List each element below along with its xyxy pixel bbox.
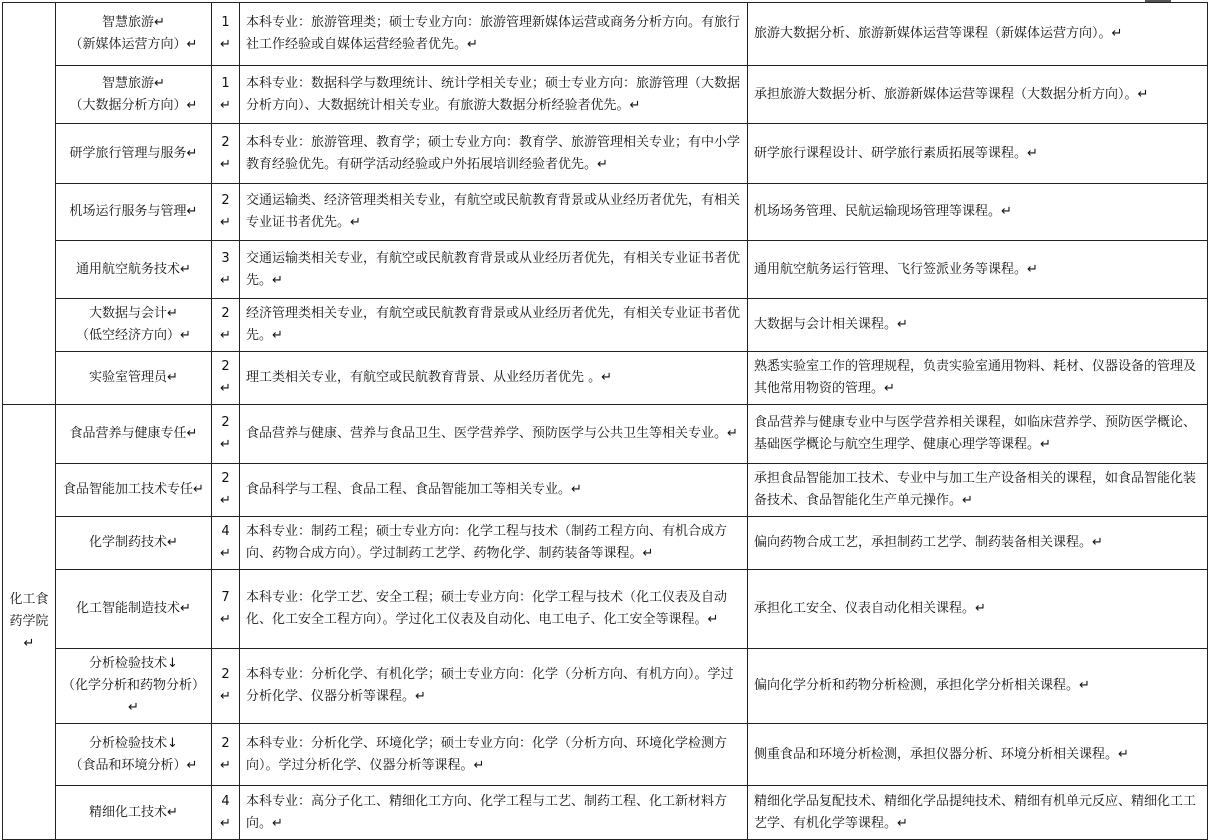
requirement-cell: 食品科学与工程、食品工程、食品智能加工等相关专业。↵ — [240, 464, 748, 517]
course-cell: 精细化学品复配技术、精细化学品提纯技术、精细有机单元反应、精细化工工艺学、有机化学等课程。↵ — [748, 786, 1208, 840]
table-body — [3, 3, 1208, 840]
count-cell: 2↵ — [212, 649, 240, 724]
count-cell: 2↵ — [212, 124, 240, 184]
course-cell: 偏向化学分析和药物分析检测，承担化学分析相关课程。↵ — [748, 649, 1208, 724]
position-cell: 化学制药技术↵ — [56, 517, 212, 570]
requirement-cell: 理工类相关专业，有航空或民航教育背景、从业经历者优先 。↵ — [240, 352, 748, 405]
count-cell: 2↵ — [212, 299, 240, 352]
position-cell: 分析检验技术↓ （食品和环境分析）↵ — [56, 724, 212, 786]
table-row — [3, 405, 1208, 464]
table-row — [3, 184, 1208, 241]
count-cell: 2↵ — [212, 405, 240, 464]
position-cell: 实验室管理员↵ — [56, 352, 212, 405]
position-cell: 分析检验技术↓ （化学分析和药物分析）↵ — [56, 649, 212, 724]
requirement-cell: 本科专业：分析化学、环境化学；硕士专业方向：化学（分析方向、环境化学检测方向）。学过分析化学、仪器分析等课程。↵ — [240, 724, 748, 786]
requirement-cell: 经济管理类相关专业，有航空或民航教育背景或从业经历者优先，有相关专业证书者优先。↵ — [240, 299, 748, 352]
requirement-cell: 食品营养与健康、营养与食品卫生、医学营养学、预防医学与公共卫生等相关专业。↵ — [240, 405, 748, 464]
course-cell: 承担旅游大数据分析、旅游新媒体运营等课程（大数据分析方向）。↵ — [748, 66, 1208, 124]
count-cell: 4↵ — [212, 786, 240, 840]
course-cell: 食品营养与健康专业中与医学营养相关课程，如临床营养学、预防医学概论、基础医学概论与航空生理学、健康心理学等课程。↵ — [748, 405, 1208, 464]
table-row — [3, 124, 1208, 184]
position-cell: 化工智能制造技术↵ — [56, 570, 212, 649]
count-cell: 1↵ — [212, 66, 240, 124]
position-cell: 通用航空航务技术↵ — [56, 241, 212, 299]
table-row — [3, 3, 1208, 66]
recruitment-table — [2, 2, 1208, 840]
course-cell: 机场场务管理、民航运输现场管理等课程。↵ — [748, 184, 1208, 241]
count-cell: 3↵ — [212, 241, 240, 299]
count-cell: 7↵ — [212, 570, 240, 649]
position-cell: 智慧旅游↵ （新媒体运营方向）↵ — [56, 3, 212, 66]
course-cell: 通用航空航务运行管理、飞行签派业务等课程。↵ — [748, 241, 1208, 299]
position-cell: 食品营养与健康专任↵ — [56, 405, 212, 464]
requirement-cell: 本科专业：化学工艺、安全工程；硕士专业方向：化学工程与技术（化工仪表及自动化、化工安全工程方向）。学过化工仪表及自动化、电工电子、化工安全等课程。↵ — [240, 570, 748, 649]
requirement-cell: 本科专业：分析化学、有机化学；硕士专业方向：化学（分析方向、有机方向）。学过分析化学、仪器分析等课程。↵ — [240, 649, 748, 724]
course-cell: 承担食品智能加工技术、专业中与加工生产设备相关的课程，如食品智能化装备技术、食品智能化生产单元操作。↵ — [748, 464, 1208, 517]
course-cell: 承担化工安全、仪表自动化相关课程。↵ — [748, 570, 1208, 649]
requirement-cell: 交通运输类、经济管理类相关专业，有航空或民航教育背景或从业经历者优先，有相关专业证书者优先。↵ — [240, 184, 748, 241]
department-cell — [3, 3, 56, 405]
course-cell: 偏向药物合成工艺，承担制药工艺学、制药装备相关课程。↵ — [748, 517, 1208, 570]
requirement-cell: 本科专业：旅游管理、教育学；硕士专业方向：教育学、旅游管理相关专业；有中小学教育经验优先。有研学活动经验或户外拓展培训经验者优先。↵ — [240, 124, 748, 184]
requirement-cell: 本科专业：数据科学与数理统计、统计学相关专业；硕士专业方向：旅游管理（大数据分析方向）、大数据统计相关专业。有旅游大数据分析经验者优先。↵ — [240, 66, 748, 124]
count-cell: 1↵ — [212, 3, 240, 66]
requirement-cell: 本科专业：制药工程；硕士专业方向：化学工程与技术（制药工程方向、有机合成方向、药物合成方向）。学过制药工艺学、药物化学、制药装备等课程。↵ — [240, 517, 748, 570]
course-cell: 熟悉实验室工作的管理规程，负责实验室通用物料、耗材、仪器设备的管理及其他常用物资的管理。↵ — [748, 352, 1208, 405]
position-cell: 大数据与会计↵ （低空经济方向）↵ — [56, 299, 212, 352]
table-row — [3, 241, 1208, 299]
course-cell: 旅游大数据分析、旅游新媒体运营等课程（新媒体运营方向）。↵ — [748, 3, 1208, 66]
course-cell: 研学旅行课程设计、研学旅行素质拓展等课程。↵ — [748, 124, 1208, 184]
position-cell: 机场运行服务与管理↵ — [56, 184, 212, 241]
table-row — [3, 724, 1208, 786]
table-row — [3, 570, 1208, 649]
count-cell: 2↵ — [212, 464, 240, 517]
department-cell: 化工食药学院↵ — [3, 405, 56, 840]
table-row — [3, 299, 1208, 352]
course-cell: 侧重食品和环境分析检测，承担仪器分析、环境分析相关课程。↵ — [748, 724, 1208, 786]
requirement-cell: 交通运输类相关专业，有航空或民航教育背景或从业经历者优先，有相关专业证书者优先。↵ — [240, 241, 748, 299]
position-cell: 智慧旅游↵ （大数据分析方向）↵ — [56, 66, 212, 124]
table-row — [3, 464, 1208, 517]
requirement-cell: 本科专业：高分子化工、精细化工方向、化学工程与工艺、制药工程、化工新材料方向。↵ — [240, 786, 748, 840]
requirement-cell: 本科专业：旅游管理类；硕士专业方向：旅游管理新媒体运营或商务分析方向。有旅行社工作经验或自媒体运营经验者优先。↵ — [240, 3, 748, 66]
table-row — [3, 352, 1208, 405]
count-cell: 2↵ — [212, 184, 240, 241]
position-cell: 精细化工技术↵ — [56, 786, 212, 840]
position-cell: 食品智能加工技术专任↵ — [56, 464, 212, 517]
course-cell: 大数据与会计相关课程。↵ — [748, 299, 1208, 352]
table-row — [3, 66, 1208, 124]
table-row — [3, 517, 1208, 570]
table-row — [3, 649, 1208, 724]
table-row — [3, 786, 1208, 840]
count-cell: 4↵ — [212, 517, 240, 570]
position-cell: 研学旅行管理与服务↵ — [56, 124, 212, 184]
count-cell: 2↵ — [212, 352, 240, 405]
count-cell: 2↵ — [212, 724, 240, 786]
